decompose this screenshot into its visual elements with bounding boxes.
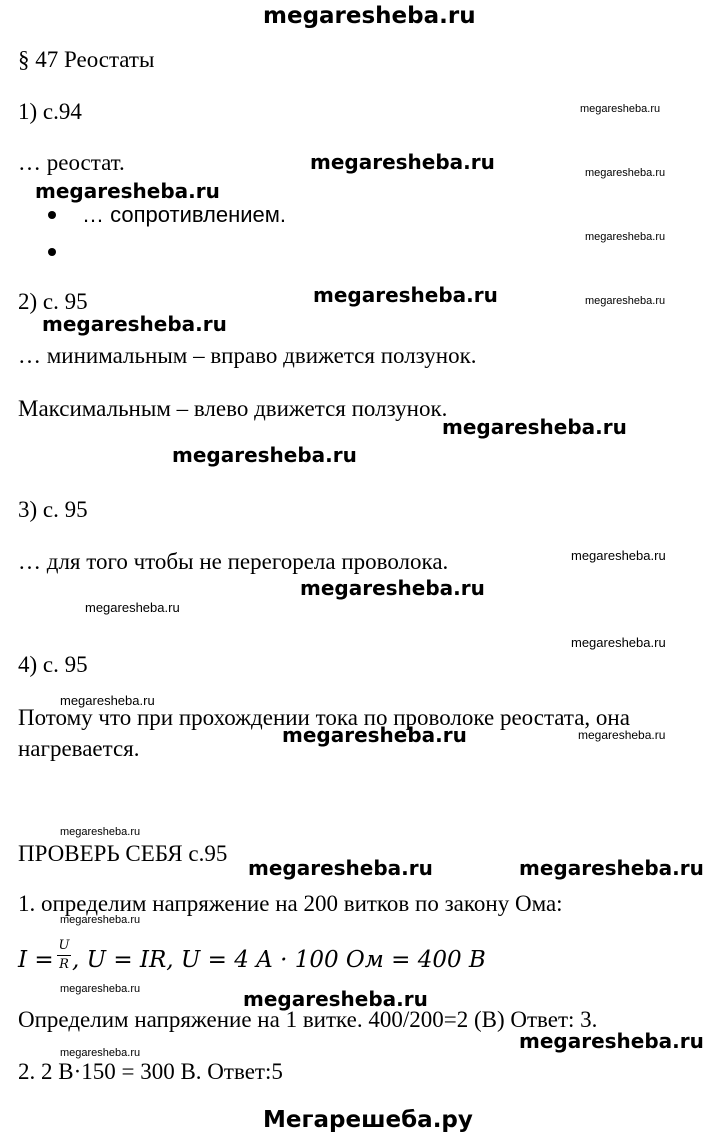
section-title: § 47 Реостаты xyxy=(18,47,155,72)
q4-label: 4) с. 95 xyxy=(18,652,88,677)
check-task-2: 2. 2 В·150 = 300 В. Ответ:5 xyxy=(18,1059,283,1084)
q3-label: 3) с. 95 xyxy=(18,497,88,522)
watermark: megaresheba.ru xyxy=(580,103,661,115)
watermark: megaresheba.ru xyxy=(60,983,141,995)
watermark: megaresheba.ru xyxy=(300,576,485,600)
formula-denominator: R xyxy=(59,957,69,972)
watermark: megaresheba.ru xyxy=(571,635,666,650)
watermark: megaresheba.ru xyxy=(585,295,666,307)
bullet-icon xyxy=(48,248,56,256)
watermark: megaresheba.ru xyxy=(313,283,498,307)
watermark: megaresheba.ru xyxy=(42,312,227,336)
watermark: megaresheba.ru xyxy=(60,693,155,708)
watermark: megaresheba.ru xyxy=(519,1029,704,1053)
formula-rest: , U = IR, U = 4 A · 100 Ом = 400 В xyxy=(72,947,486,973)
watermark: megaresheba.ru xyxy=(60,1047,141,1059)
watermark: megaresheba.ru xyxy=(442,415,627,439)
q2-line-1: … минимальным – вправо движется ползунок. xyxy=(18,343,477,368)
watermark: megaresheba.ru xyxy=(282,723,467,747)
q1-answer: … реостат. xyxy=(18,150,125,175)
watermark: megaresheba.ru xyxy=(310,150,495,174)
watermark: megaresheba.ru xyxy=(578,728,666,742)
watermark: megaresheba.ru xyxy=(519,856,704,880)
watermark: megaresheba.ru xyxy=(248,856,433,880)
check-task-1-answer: Определим напряжение на 1 витке. 400/200=2 (В) Ответ: 3. xyxy=(18,1007,598,1032)
q3-answer: … для того чтобы не перегорела проволока. xyxy=(18,549,449,574)
check-title: ПРОВЕРЬ СЕБЯ с.95 xyxy=(18,841,228,866)
watermark: megaresheba.ru xyxy=(60,826,141,838)
formula-numerator: U xyxy=(58,938,70,953)
q1-bullet-1: … сопротивлением. xyxy=(82,202,287,227)
watermark: megaresheba.ru xyxy=(243,987,428,1011)
watermark: megaresheba.ru xyxy=(172,443,357,467)
q2-line-2: Максимальным – влево движется ползунок. xyxy=(18,396,448,421)
watermark: megaresheba.ru xyxy=(571,548,666,563)
bullet-icon xyxy=(48,211,56,219)
formula-lhs: I = xyxy=(18,947,54,973)
watermark: megaresheba.ru xyxy=(585,231,666,243)
check-task-1: 1. определим напряжение на 200 витков по закону Ома: xyxy=(18,891,563,916)
q2-label: 2) с. 95 xyxy=(18,289,88,314)
watermark: megaresheba.ru xyxy=(60,914,141,926)
q4-line-2: нагревается. xyxy=(18,736,140,761)
watermark: megaresheba.ru xyxy=(85,600,180,615)
formula-fraction-bar xyxy=(57,955,71,956)
site-footer: Мегарешеба.ру xyxy=(263,1107,473,1133)
watermark: megaresheba.ru xyxy=(35,179,220,203)
site-header: megaresheba.ru xyxy=(263,3,476,29)
q4-line-1: Потому что при прохождении тока по проволоке реостата, она xyxy=(18,705,630,730)
watermark: megaresheba.ru xyxy=(585,167,666,179)
q1-label: 1) с.94 xyxy=(18,99,82,124)
